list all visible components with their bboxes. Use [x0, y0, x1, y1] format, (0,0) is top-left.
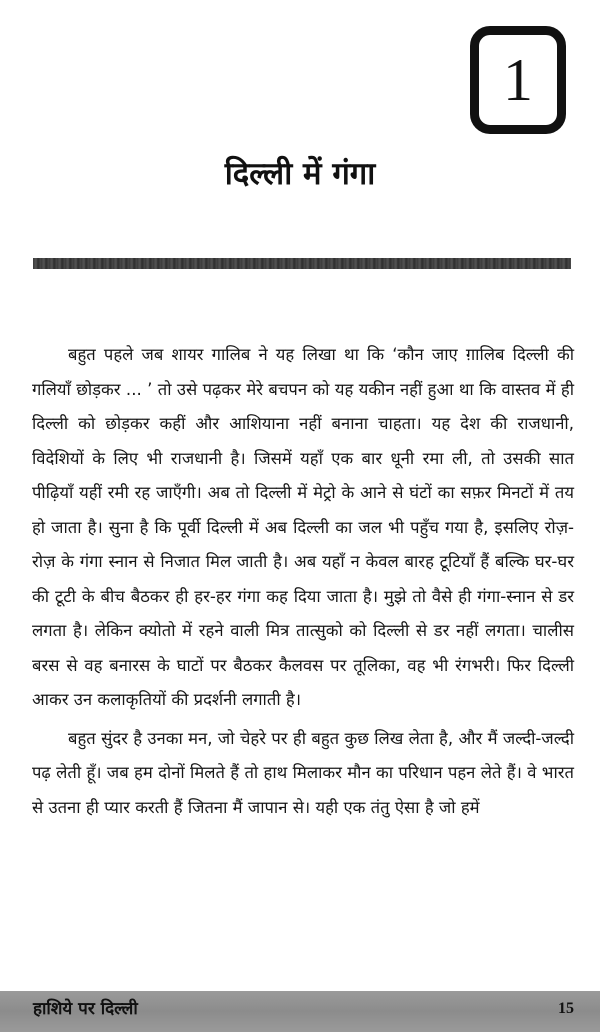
- chapter-number-box: [470, 26, 566, 134]
- paragraph: बहुत सुंदर है उनका मन, जो चेहरे पर ही बहुत कुछ लिख लेता है, और मैं जल्दी-जल्दी पढ़ लेती हूँ। जब हम दोनों मिलते हैं तो हाथ मिलाकर मौन का परिधान पहन लेते हैं। वे भारत से उतना ही प्यार करती हैं जितना मैं जापान से। यही एक तंतु ऐसा है जो हमें: [32, 728, 574, 817]
- running-footer-title: हाशिये पर दिल्ली: [33, 999, 138, 1019]
- chapter-title: दिल्ली में गंगा: [224, 156, 376, 192]
- page-number: 15: [558, 1000, 574, 1017]
- title-divider: [33, 258, 571, 269]
- page-footer: [0, 991, 600, 1032]
- chapter-body: [32, 338, 574, 825]
- paragraph: बहुत पहले जब शायर गालिब ने यह लिखा था कि ‘कौन जाए ग़ालिब दिल्ली की गलियाँ छोड़कर ... ’ तो उसे पढ़कर मेरे बचपन को यह यकीन नहीं हुआ था कि वास्तव में ही दिल्ली को छोड़कर कहीं और आशियाना नहीं बनाना चाहता। यह देश की राजधानी, विदेशियों के लिए भी राजधानी है। जिसमें यहाँ एक बार धूनी रमा ली, तो उसकी सात पीढ़ियाँ यहीं रमी रह जाएँगी। अब तो दिल्ली में मेट्रो के आने से घंटों का सफ़र मिनटों में तय हो जाता है। सुना है कि पूर्वी दिल्ली में अब दिल्ली का जल भी पहुँच गया है, इसलिए रोज़-रोज़ के गंगा स्नान से निजात मिल जाती है। अब यहाँ न केवल बारह टूटियाँ हैं बल्कि घर-घर की टूटी के बीच बैठकर ही हर-हर गंगा कह दिया जाता है। मुझे तो वैसे ही गंगा-स्नान से डर लगता है। लेकिन क्योतो में रहने वाली मित्र तात्सुको को दिल्ली से डर नहीं लगता। चालीस बरस से वह बनारस के घाटों पर बैठकर कैलवस पर तूलिका, वह भी रंगभरी। फिर दिल्ली आकर उन कलाकृतियों की प्रदर्शनी लगाती है।: [32, 345, 574, 709]
- chapter-number: 1: [503, 47, 533, 113]
